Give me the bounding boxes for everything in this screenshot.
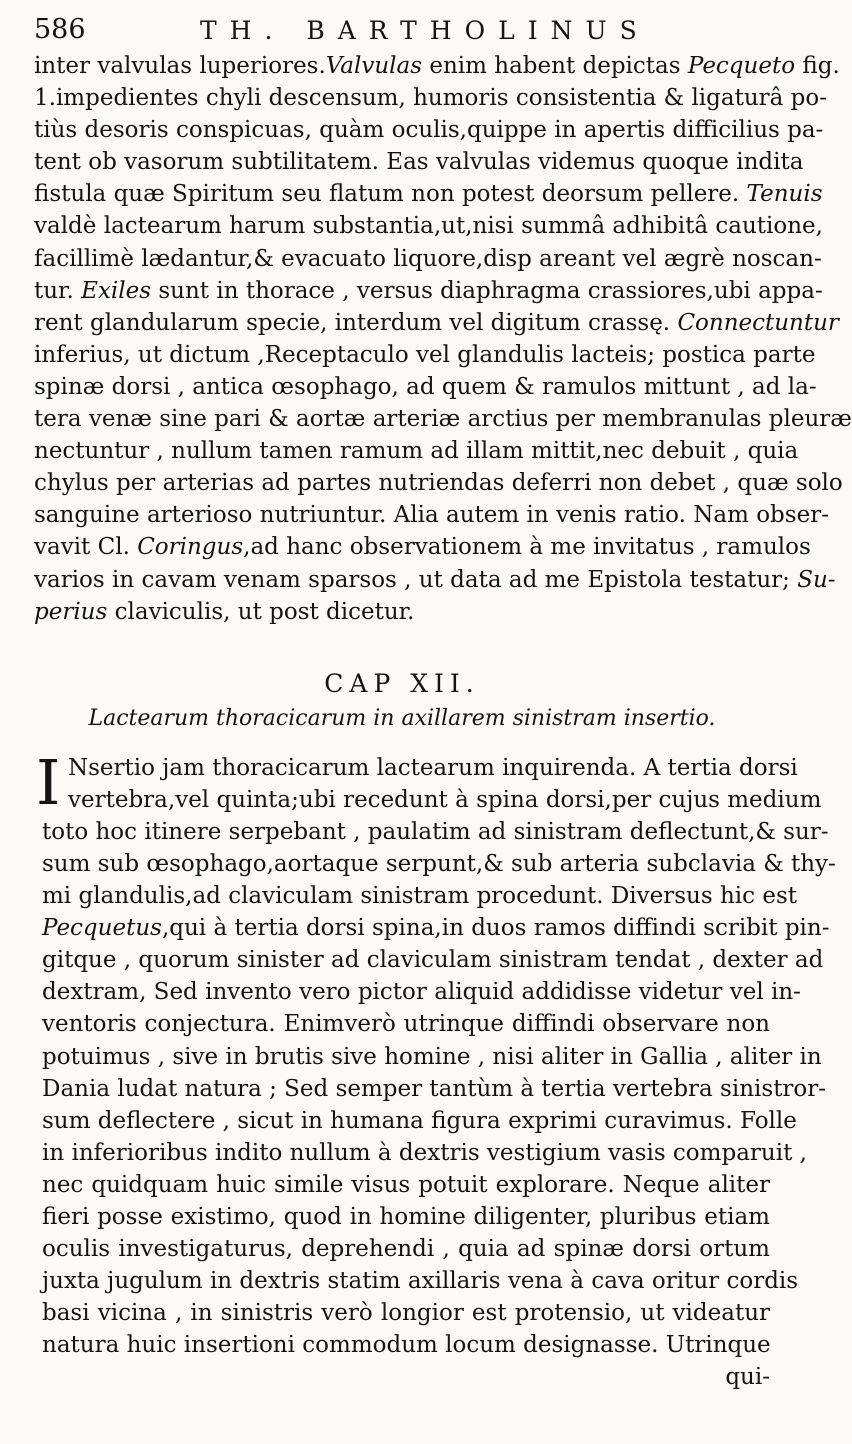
text-line: varios in cavam venam sparsos , ut data ad me Epistola testatur; Su- — [34, 566, 836, 593]
page-header — [34, 14, 764, 50]
text-line: sum sub œsophago,aortaque serpunt,& sub arteria subclavia & thy- — [42, 850, 836, 877]
italic-term: Exiles — [81, 277, 152, 304]
text-line: basi vicina , in sinistris verò longior est protensio, ut videatur — [42, 1300, 770, 1327]
text-line: tiùs desoris conspicuas, quàm oculis,quippe in apertis difficilius pa- — [34, 117, 824, 144]
italic-term: Connectuntur — [677, 309, 839, 336]
italic-term: Valvulas — [325, 53, 423, 79]
drop-cap-initial: I — [36, 745, 61, 819]
italic-term: perius — [34, 598, 108, 625]
text-line: Pecquetus,qui à tertia dorsi spina,in duos ramos diffindi scribit pin- — [42, 915, 830, 942]
text-line: valdè lactearum harum substantia,ut,nisi summâ adhibitâ cautione, — [34, 213, 823, 240]
text-line: tent ob vasorum subtilitatem. Eas valvulas videmus quoque indita — [34, 149, 804, 176]
italic-term: Coringus — [137, 534, 244, 561]
text-line: nec quidquam huic simile visus potuit explorare. Neque aliter — [42, 1171, 770, 1198]
chapter-title: CAP XII. — [324, 668, 480, 698]
running-head: TH. BARTHOLINUS — [200, 16, 650, 45]
text-line: chylus per arterias ad partes nutriendas deferri non debet , quæ solo — [34, 470, 843, 497]
italic-term: Pecquetus — [42, 915, 162, 942]
italic-term: Pecqueto — [687, 53, 796, 79]
text-line: facillimè lædantur,& evacuato liquore,disp areant vel ægrè noscan- — [34, 245, 822, 272]
text-line: natura huic insertioni commodum locum designasse. Utrinque — [42, 1332, 771, 1359]
text-line: gitque , quorum sinister ad claviculam sinistram tendat , dexter ad — [42, 947, 824, 974]
text-line: Nsertio jam thoracicarum lactearum inquirenda. A tertia dorsi — [68, 754, 798, 781]
text-line: sum deflectere , sicut in humana figura exprimi curavimus. Folle — [42, 1107, 797, 1134]
text-line: inter valvulas luperiores.Valvulas enim habent depictas Pecqueto fig. — [34, 53, 840, 79]
text-line: potuimus , sive in brutis sive homine , nisi aliter in Gallia , aliter in — [42, 1043, 822, 1070]
text-line: fistula quæ Spiritum seu flatum non potest deorsum pellere. Tenuis — [34, 181, 823, 208]
text-line: spinæ dorsi , antica œsophago, ad quem & ramulos mittunt , ad la- — [34, 373, 817, 400]
text-line: vavit Cl. Coringus,ad hanc observationem à me invitatus , ramulos — [34, 534, 811, 561]
text-line: oculis investigaturus, deprehendi , quia ad spinæ dorsi ortum — [42, 1236, 770, 1263]
text-line: tur. Exiles sunt in thorace , versus diaphragma crassiores,ubi appa- — [34, 277, 823, 304]
text-line: dextram, Sed invento vero pictor aliquid addidisse videtur vel in- — [42, 979, 801, 1006]
catchword: qui- — [725, 1364, 770, 1391]
text-line: 1.impedientes chyli descensum, humoris consistentia & ligaturâ po- — [34, 85, 828, 112]
chapter-paragraph — [34, 745, 836, 1362]
paragraph-continued — [34, 50, 852, 628]
text-line: sanguine arterioso nutriuntur. Alia autem in venis ratio. Nam obser- — [34, 502, 829, 529]
text-line: in inferioribus indito nullum à dextris vestigium vasis comparuit , — [42, 1139, 807, 1166]
text-line: tera venæ sine pari & aortæ arteriæ arctius per membranulas pleuræ — [34, 406, 852, 433]
text-line: perius claviculis, ut post dicetur. — [34, 598, 415, 625]
text-line: inferius, ut dictum ,Receptaculo vel glandulis lacteis; postica parte — [34, 341, 816, 368]
text-line: juxta jugulum in dextris statim axillaris vena à cava oritur cordis — [42, 1268, 799, 1295]
text-line: nectuntur , nullum tamen ramum ad illam mittit,nec debuit , quia — [34, 438, 799, 465]
text-line: fieri posse existimo, quod in homine diligenter, pluribus etiam — [42, 1204, 770, 1230]
body-text — [34, 50, 852, 1394]
italic-term: Tenuis — [746, 181, 823, 208]
text-line: toto hoc itinere serpebant , paulatim ad sinistram deflectunt,& sur- — [42, 818, 829, 845]
italic-term: Su- — [797, 566, 836, 593]
page-number: 586 — [34, 14, 86, 45]
text-line: vertebra,vel quinta;ubi recedunt à spina dorsi,per cujus medium — [68, 786, 822, 813]
text-line: ventoris conjectura. Enimverò utrinque diffindi observare non — [42, 1011, 770, 1038]
text-line: rent glandularum specie, interdum vel digitum crassę. Connectuntur — [34, 309, 839, 336]
chapter-subtitle: Lactearum thoracicarum in axillarem sinistram insertio. — [88, 705, 716, 731]
chapter-body — [34, 745, 836, 1394]
text-line: mi glandulis,ad claviculam sinistram procedunt. Diversus hic est — [42, 883, 797, 910]
text-line: Dania ludat natura ; Sed semper tantùm à tertia vertebra sinistror- — [42, 1075, 827, 1102]
